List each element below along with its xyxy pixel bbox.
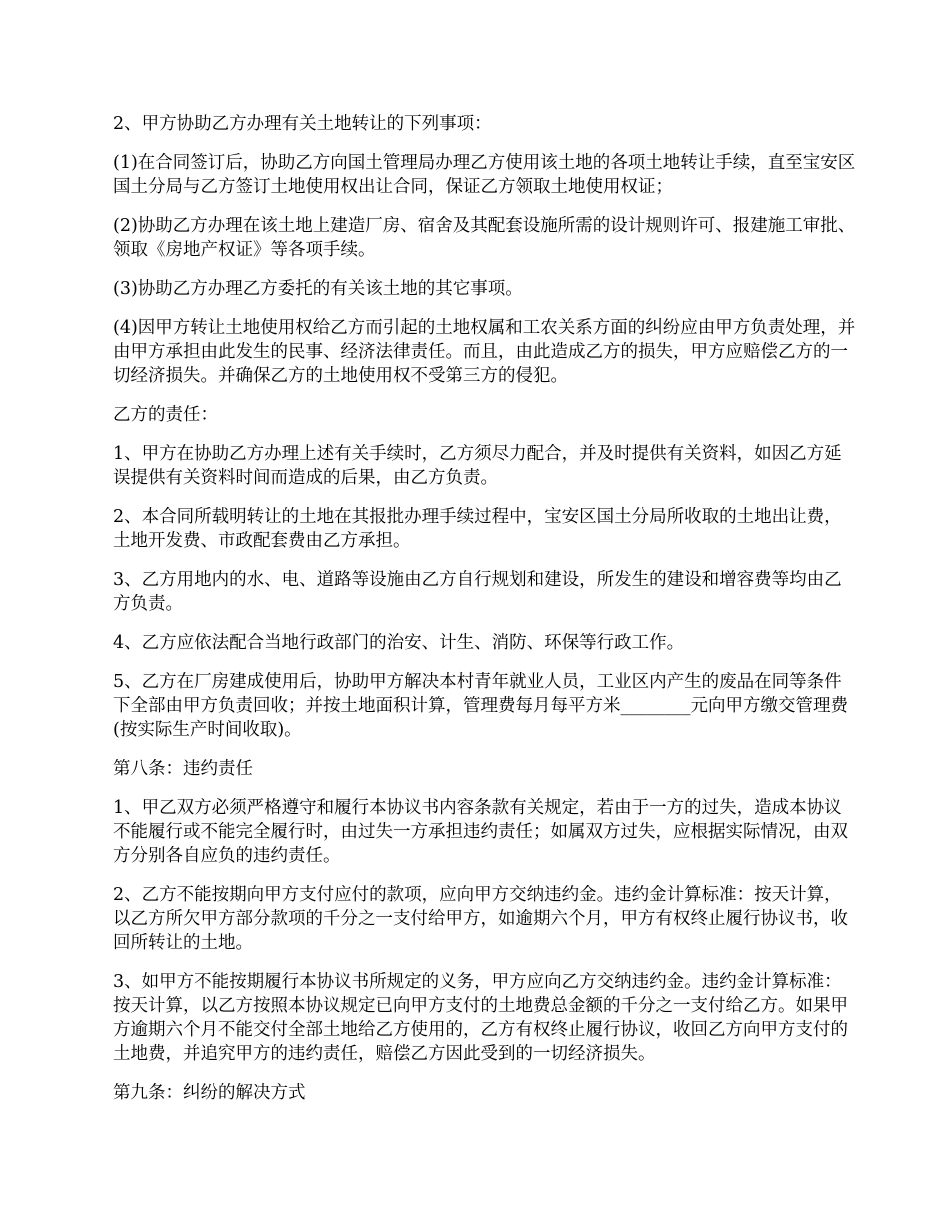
section-heading-article-8: 第八条：违约责任 — [113, 759, 253, 779]
paragraph-breach-3: 3、如甲方不能按期履行本协议书所规定的义务，甲方应向乙方交纳违约金。违约金计算标准：按天计算，以乙方按照本协议规定已向甲方支付的土地费总金额的千分之一支付给乙方。如果甲方逾期六个月不能交付全部土地给乙方使用的，乙方有权终止履行协议，收回乙方向甲方支付的土地费，并追究甲方的违约责任，赔偿乙方因此受到的一切经济损失。 — [113, 972, 848, 1064]
paragraph-duty-1: 1、甲方在协助乙方办理上述有关手续时，乙方须尽力配合，并及时提供有关资料，如因乙方延误提供有关资料时间而造成的后果，由乙方负责。 — [113, 444, 842, 488]
document-body — [113, 112, 858, 1120]
section-heading-article-9: 第九条：纠纷的解决方式 — [113, 1083, 306, 1103]
paragraph-item-4: (4)因甲方转让土地使用权给乙方而引起的土地权属和工农关系方面的纠纷应由甲方负责处理，并由甲方承担由此发生的民事、经济法律责任。而且，由此造成乙方的损失，甲方应赔偿乙方的一切经济损失。并确保乙方的土地使用权不受第三方的侵犯。 — [113, 318, 856, 386]
paragraph-item-3: (3)协助乙方办理乙方委托的有关该土地的其它事项。 — [113, 279, 523, 299]
section-heading-party-b-duties: 乙方的责任： — [113, 405, 218, 425]
paragraph-duty-3: 3、乙方用地内的水、电、道路等设施由乙方自行规划和建设，所发生的建设和增容费等均由乙方负责。 — [113, 570, 842, 614]
paragraph-item-2: (2)协助乙方办理在该土地上建造厂房、宿舍及其配套设施所需的设计规则许可、报建施工审批、领取《房地产权证》等各项手续。 — [113, 216, 856, 260]
paragraph-duty-5: 5、乙方在厂房建成使用后，协助甲方解决本村青年就业人员，工业区内产生的废品在同等条件下全部由甲方负责回收；并按土地面积计算，管理费每月每平方米________元向甲方缴交管理费(按实际生产时间收取)。 — [113, 672, 848, 740]
paragraph-item-1: (1)在合同签订后，协助乙方向国土管理局办理乙方使用该土地的各项土地转让手续，直至宝安区国土分局与乙方签订土地使用权出让合同，保证乙方领取土地使用权证； — [113, 153, 856, 197]
paragraph-breach-2: 2、乙方不能按期向甲方支付应付的款项，应向甲方交纳违约金。违约金计算标准：按天计算，以乙方所欠甲方部分款项的千分之一支付给甲方，如逾期六个月，甲方有权终止履行协议书，收回所转让的土地。 — [113, 885, 848, 953]
paragraph-clause-2-intro: 2、甲方协助乙方办理有关土地转让的下列事项： — [113, 114, 492, 134]
paragraph-breach-1: 1、甲乙双方必须严格遵守和履行本协议书内容条款有关规定，若由于一方的过失，造成本协议不能履行或不能完全履行时，由过失一方承担违约责任；如属双方过失，应根据实际情况，由双方分别各自应负的违约责任。 — [113, 798, 848, 866]
paragraph-duty-2: 2、本合同所载明转让的土地在其报批办理手续过程中，宝安区国土分局所收取的土地出让费，土地开发费、市政配套费由乙方承担。 — [113, 507, 842, 551]
paragraph-duty-4: 4、乙方应依法配合当地行政部门的治安、计生、消防、环保等行政工作。 — [113, 633, 685, 653]
